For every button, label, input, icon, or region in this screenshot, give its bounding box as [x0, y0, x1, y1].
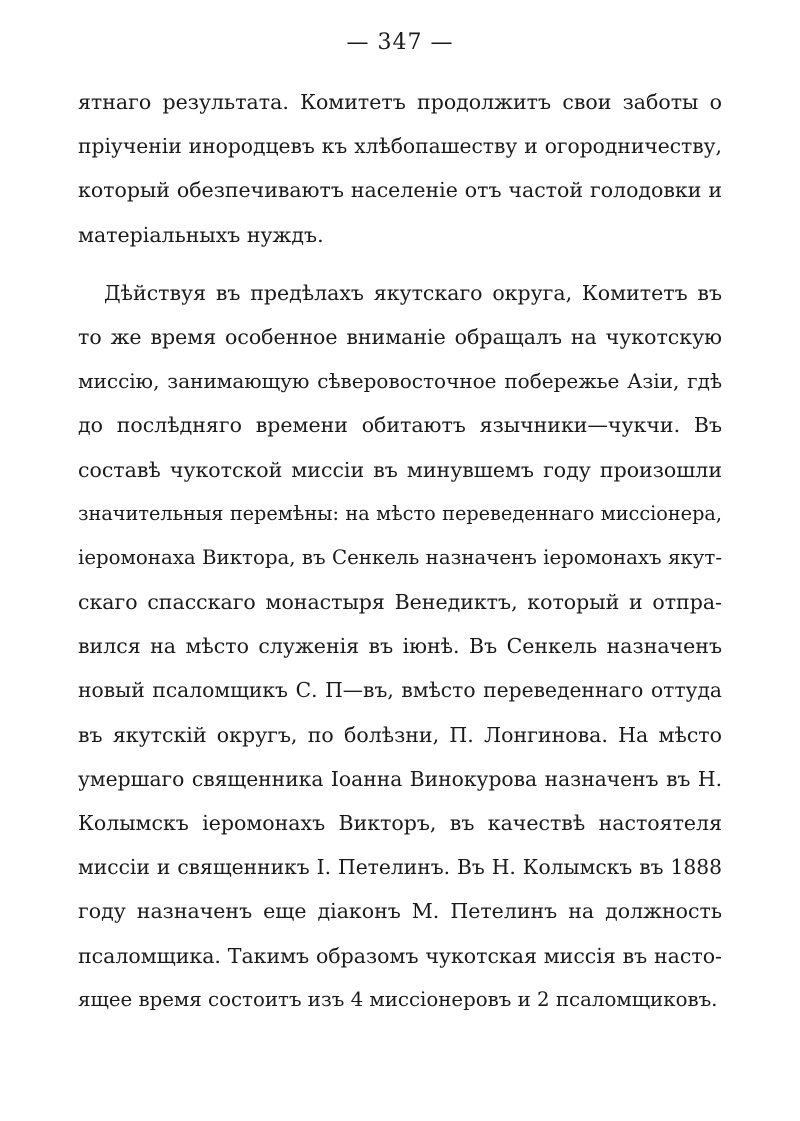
page-number: — 347 — — [346, 30, 454, 55]
text-line: миссіи и священникъ І. Петелинъ. Въ Н. Колымскъ въ 1888 — [78, 855, 722, 880]
text-line: пріученіи инородцевъ къ хлѣбопашеству и огородничеству, — [78, 134, 722, 159]
paragraph-spacer — [78, 257, 722, 271]
text-line: составѣ чукотской миссіи въ минувшемъ году произошли — [78, 457, 722, 482]
text-line: ящее время состоитъ изъ 4 миссіонеровъ и 2 псаломщиковъ. — [78, 987, 718, 1011]
text-line: въ якутскій округъ, по болѣзни, П. Лонгинова. На мѣсто — [78, 722, 722, 747]
text-line: Дѣйствуя въ предѣлахъ якутскаго округа, Комитетъ въ — [104, 280, 722, 305]
text-line: ятнаго результата. Комитетъ продолжитъ свои заботы о — [78, 90, 722, 114]
body-text — [78, 80, 722, 1022]
text-line: скаго спасскаго монастыря Венедиктъ, который и отпра- — [78, 590, 722, 615]
text-line: Колымскъ іеромонахъ Викторъ, въ качествѣ настоятеля — [78, 811, 722, 835]
paragraph-1 — [78, 80, 722, 257]
text-line: году назначенъ еще діаконъ М. Петелинъ на должность — [78, 899, 722, 924]
text-line: до послѣдняго времени обитаютъ язычники—чукчи. Въ — [78, 413, 722, 438]
text-line: матеріальныхъ нуждъ. — [78, 222, 324, 247]
text-line: миссію, занимающую сѣверовосточное побережье Азіи, гдѣ — [78, 369, 722, 394]
paragraph-2 — [78, 271, 722, 1022]
text-line: который обезпечиваютъ населеніе отъ частой голодовки и — [78, 178, 722, 203]
text-line: іеромонаха Виктора, въ Сенкель назначенъ іеромонахъ якут- — [78, 545, 722, 569]
text-line: псаломщика. Такимъ образомъ чукотская миссія въ насто- — [78, 943, 722, 968]
text-line: вился на мѣсто служенія въ іюнѣ. Въ Сенкель назначенъ — [78, 634, 722, 659]
text-line: значительныя перемѣны: на мѣсто переведеннаго миссіонера, — [78, 501, 722, 525]
text-line: то же время особенное вниманіе обращалъ на чукотскую — [78, 324, 722, 349]
text-line: умершаго священника Іоанна Винокурова назначенъ въ Н. — [78, 766, 722, 791]
text-line: новый псаломщикъ С. П—въ, вмѣсто переведеннаго оттуда — [78, 678, 722, 703]
